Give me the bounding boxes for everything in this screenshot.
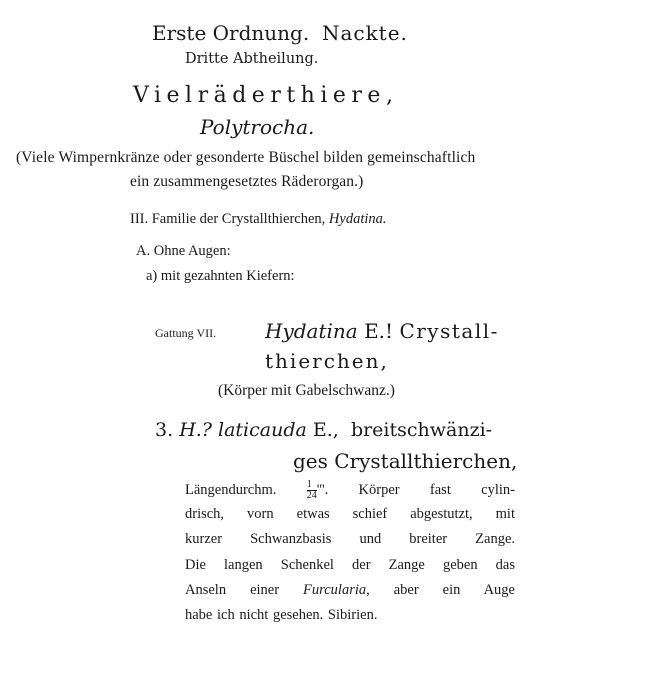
line5-italic: Furcularia,: [303, 582, 370, 598]
species-description-line3: kurzer Schwanzbasis und breiter Zange.: [185, 531, 515, 547]
species-name-part1: breitschwänzi-: [350, 419, 493, 441]
line5-before: Anseln einer: [185, 582, 280, 598]
species-author: E.,: [312, 419, 339, 441]
species-title: [155, 421, 492, 440]
size-denominator: 24: [306, 490, 317, 501]
species-description-line5: [185, 583, 515, 598]
line5-after: aber ein Auge: [393, 582, 515, 598]
group-description-line1: (Viele Wimpernkränze oder gesonderte Büschel bilden gemeinschaftlich: [16, 149, 476, 166]
genus-author: E.!: [364, 319, 394, 343]
genus-title: [265, 321, 499, 341]
genus-latin: Hydatina: [265, 319, 358, 343]
family-latin: Hydatina.: [328, 211, 387, 227]
subdivision-a: A. Ohne Augen:: [136, 243, 231, 259]
species-description-line6: habe ich nicht gesehen. Sibirien.: [185, 607, 378, 623]
species-name-part2: ges Crystallthierchen,: [293, 449, 518, 473]
size-numerator: 1: [307, 480, 317, 491]
size-label: Längendurchm.: [185, 481, 277, 498]
species-description-line1: [185, 480, 515, 501]
subdivision-a-sub: a) mit gezahnten Kiefern:: [146, 268, 295, 284]
genus-name-part2: thierchen,: [265, 349, 389, 373]
group-title: Vielräderthiere,: [133, 83, 399, 108]
size-unit: '''.: [316, 481, 329, 498]
genus-name-part1: Crystall-: [399, 319, 499, 343]
group-description-line2: ein zusammengesetztes Räderorgan.): [130, 173, 364, 190]
family-label: III. Familie der Crystallthierchen,: [130, 211, 326, 227]
group-latin: Polytrocha.: [200, 115, 315, 139]
order-label: Erste Ordnung.: [152, 21, 310, 45]
family-heading: [130, 212, 387, 227]
division-heading: Dritte Abtheilung.: [185, 51, 319, 67]
species-number: 3.: [155, 419, 174, 441]
body-line-text: Körper fast cylin-: [358, 481, 516, 498]
genus-note: (Körper mit Gabelschwanz.): [218, 382, 395, 399]
order-name: Nackte.: [321, 21, 408, 45]
order-heading: [152, 23, 408, 43]
genus-prefix: Gattung VII.: [155, 326, 217, 340]
species-description-line4: Die langen Schenkel der Zange geben das: [185, 557, 515, 573]
species-latin: H.? laticauda: [179, 419, 307, 441]
species-description-line2: drisch, vorn etwas schief abgestutzt, mit: [185, 506, 515, 522]
size-fraction: [307, 480, 317, 501]
